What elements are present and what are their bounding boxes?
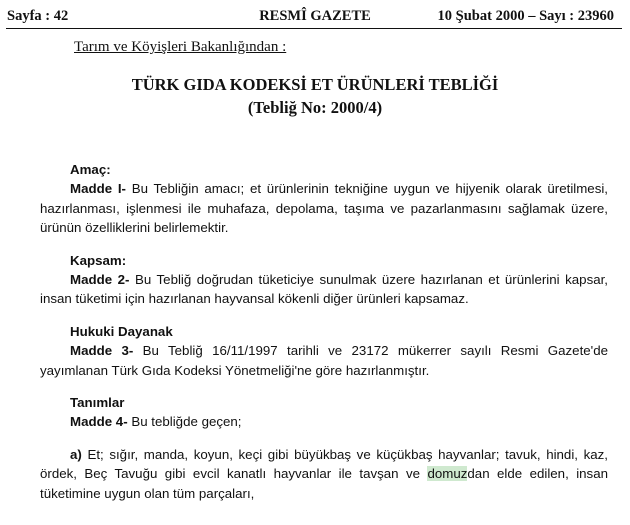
page-header: [0, 0, 630, 30]
article-number: Madde I-: [70, 181, 126, 197]
article-paragraph: [40, 341, 608, 380]
article-text: Bu tebliğde geçen;: [127, 414, 242, 430]
issue-date: 10 Şubat 2000 – Sayı : 23960: [437, 8, 614, 24]
article-number: Madde 4-: [70, 414, 128, 430]
document-body: [40, 160, 608, 503]
section-heading: Hukuki Dayanak: [70, 323, 173, 339]
definition-text: Et; sığır, manda, koyun, keçi gibi büyükbaş ve küçükbaş hayvanlar; tavuk, hindi, kaz, ördek, Beç Tavuğu gibi evcil kanatlı hayvanlar ile tavşan ve: [40, 446, 608, 482]
article-paragraph: [40, 270, 608, 309]
definition-item-a: [40, 445, 608, 503]
definition-text-end: dan elde edilen, insan tüketimine uygun olan tüm parçaları,: [40, 466, 608, 501]
section-heading: Kapsam:: [70, 252, 127, 268]
section-purpose: [40, 160, 608, 238]
ministry-name: Tarım ve Köyişleri Bakanlığından :: [74, 39, 287, 55]
gazette-name: RESMÎ GAZETE: [259, 8, 371, 24]
definition-label: a): [70, 446, 82, 462]
highlighted-word: domuz: [427, 466, 468, 482]
article-text: Bu Tebliğ doğrudan tüketiciye sunulmak üzere hazırlanan et ürünlerini kapsar, insan tüketimi için hazırlanan hayvansal kökenli diğer ürünleri kapsamaz.: [40, 272, 608, 307]
header-rule: [6, 28, 622, 29]
article-paragraph: [40, 179, 608, 237]
document-title: [0, 73, 630, 119]
section-definitions: [40, 393, 608, 432]
article-number: Madde 3-: [70, 343, 134, 359]
section-legal-basis: [40, 322, 608, 380]
section-heading: Amaç:: [70, 162, 111, 177]
title-number: (Tebliğ No: 2000/4): [247, 98, 383, 117]
page-number: Sayfa : 42: [7, 8, 69, 24]
section-heading: Tanımlar: [70, 395, 125, 411]
title-line: TÜRK GIDA KODEKSİ ET ÜRÜNLERİ TEBLİĞİ: [131, 75, 499, 94]
article-paragraph: [40, 412, 608, 431]
article-text: Bu Tebliğ 16/11/1997 tarihli ve 23172 mükerrer sayılı Resmi Gazete'de yayımlanan Türk Gıda Kodeksi Yönetmeliği'ne göre hazırlanmıştır.: [40, 343, 609, 378]
section-scope: [40, 251, 608, 309]
article-number: Madde 2-: [70, 272, 130, 288]
article-text: Bu Tebliğin amacı; et ürünlerinin tekniğine uygun ve hijyenik olarak üretilmesi, hazırlanması, işlenmesi ile muhafaza, depolama, taşıma ve pazarlanmasını sağlamak üzere, ürünün özelliklerini belirlemektir.: [40, 181, 608, 236]
